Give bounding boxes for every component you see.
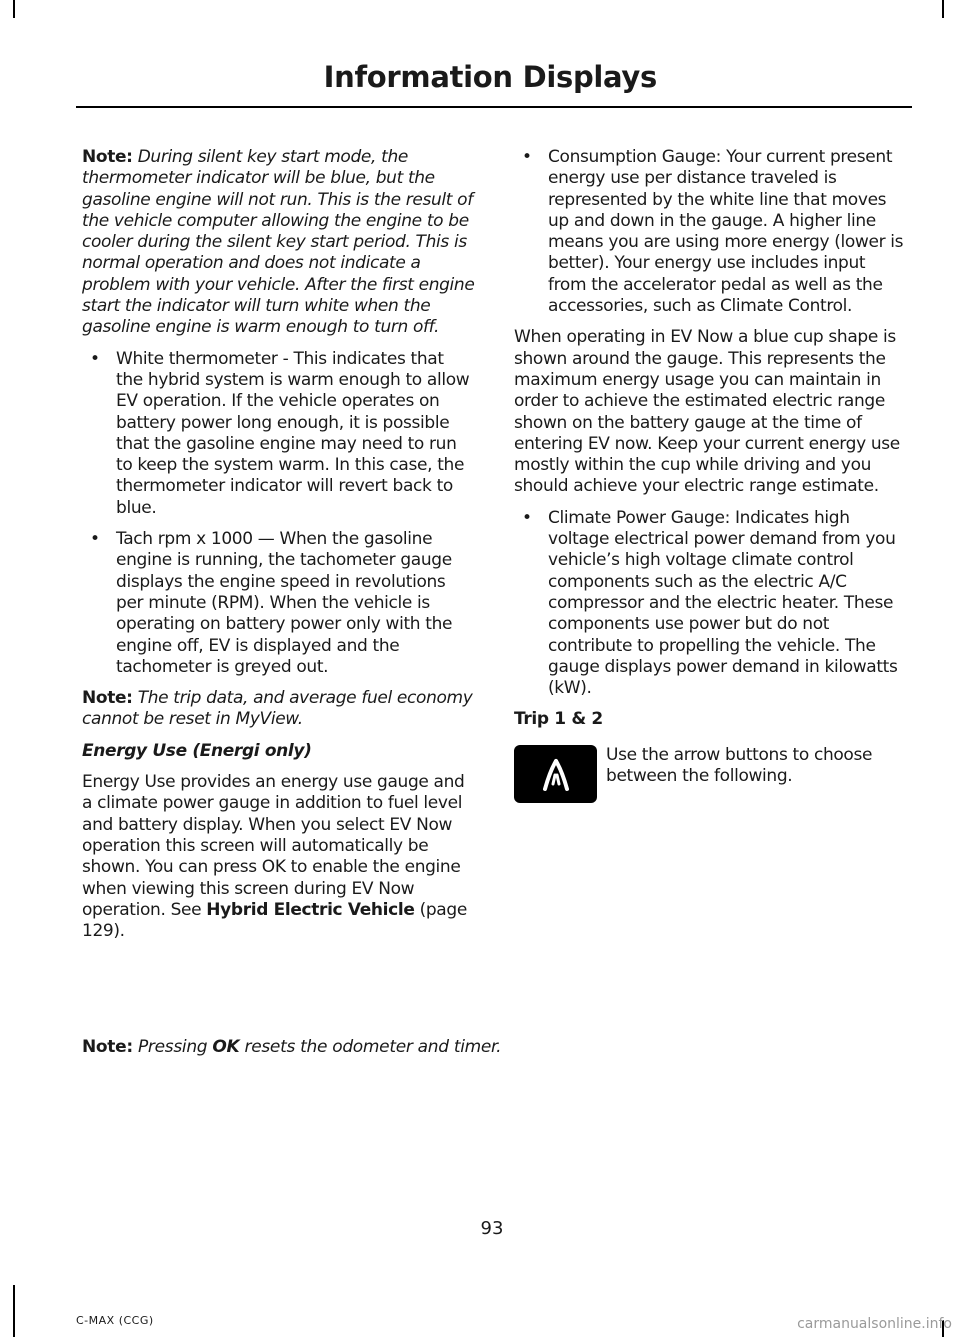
list-item: • Climate Power Gauge: Indicates high voltage electrical power demand from you vehicle’s high voltage climate control components such as the electric A/C compressor and the electric heater. These components use power but do not contribute to propelling the vehicle. The gauge displays power demand in kilowatts (kW). (514, 508, 908, 700)
page-title: Information Displays (323, 60, 657, 94)
trip-description: Use the arrow buttons to choose between the following. (606, 744, 873, 787)
list-item: • Consumption Gauge: Your current present energy use per distance traveled is represented by the white line that moves up and down in the gauge. A higher line means you are using more energy (lower is better). Your energy use includes input from the accelerator pedal as well as the accessories, such as Climate Control. (514, 147, 908, 317)
right-column (514, 147, 908, 803)
vehicle-model: C-MAX (CCG) (76, 1314, 154, 1327)
left-column (82, 147, 475, 952)
energy-use-text: Energy Use provides an energy use gauge and a climate power gauge in addition to fuel level and battery display. When you select EV Now operation this screen will automatically be shown. You can press OK to enable the engine when viewing this screen during EV Now operation. See (82, 772, 465, 920)
note-text-post: resets the odometer and timer. (239, 1037, 502, 1057)
climate-power-list (514, 508, 908, 700)
note-odometer-reset (82, 1037, 882, 1058)
watermark: carmanualsonline.info (797, 1316, 952, 1332)
trip-heading: Trip 1 & 2 (514, 709, 603, 730)
page-reference: (page 129). (82, 899, 467, 942)
energy-use-heading: Energy Use (Energi only) (82, 740, 312, 761)
ok-button-ref: OK (212, 1037, 240, 1057)
energy-use-paragraph (82, 772, 475, 942)
crop-mark-top-left (13, 0, 15, 18)
hybrid-electric-vehicle-link[interactable]: Hybrid Electric Vehicle (206, 899, 415, 920)
note-label: Note: (82, 688, 133, 709)
note-text: The trip data, and average fuel economy cannot be reset in MyView. (82, 688, 473, 730)
note-text: During silent key start mode, the thermometer indicator will be blue, but the gasoline engine will not run. This is the result of the vehicle computer allowing the engine to be cooler during the silent key start period. This is normal operation and does not indicate a problem with your vehicle. After the first engine start the indicator will turn white when the gasoline engine is warm enough to turn off. (82, 147, 475, 338)
road-icon (514, 745, 597, 803)
crop-mark-bottom-left (13, 1285, 15, 1337)
note-label: Note: (82, 147, 133, 167)
crop-mark-top-right (942, 0, 944, 18)
trip-row (514, 745, 908, 803)
consumption-gauge-list (514, 147, 908, 317)
note-label: Note: (82, 1037, 133, 1057)
page-number: 93 (480, 1218, 504, 1239)
road-icon-graphic (536, 757, 576, 791)
list-item: • Tach rpm x 1000 — When the gasoline engine is running, the tachometer gauge displays the engine speed in revolutions per minute (RPM). When the vehicle is operating on battery power only with the engine off, EV is displayed and the tachometer is greyed out. (82, 529, 475, 678)
note-trip-data (82, 688, 475, 731)
note-silent-key (82, 147, 475, 339)
header-divider (76, 106, 912, 108)
list-item: • White thermometer - This indicates that the hybrid system is warm enough to allow EV operation. If the vehicle operates on battery power long enough, it is possible that the gasoline engine may need to run to keep the system warm. In this case, the thermometer indicator will revert back to blue. (82, 349, 475, 519)
thermometer-tach-list (82, 349, 475, 678)
ev-now-paragraph: When operating in EV Now a blue cup shape is shown around the gauge. This represents the maximum energy usage you can maintain in order to achieve the estimated electric range shown on the battery gauge at the time of entering EV now. Keep your current energy use mostly within the cup while driving and you should achieve your electric range estimate. (514, 327, 900, 497)
note-text-pre: Pressing (137, 1037, 213, 1057)
